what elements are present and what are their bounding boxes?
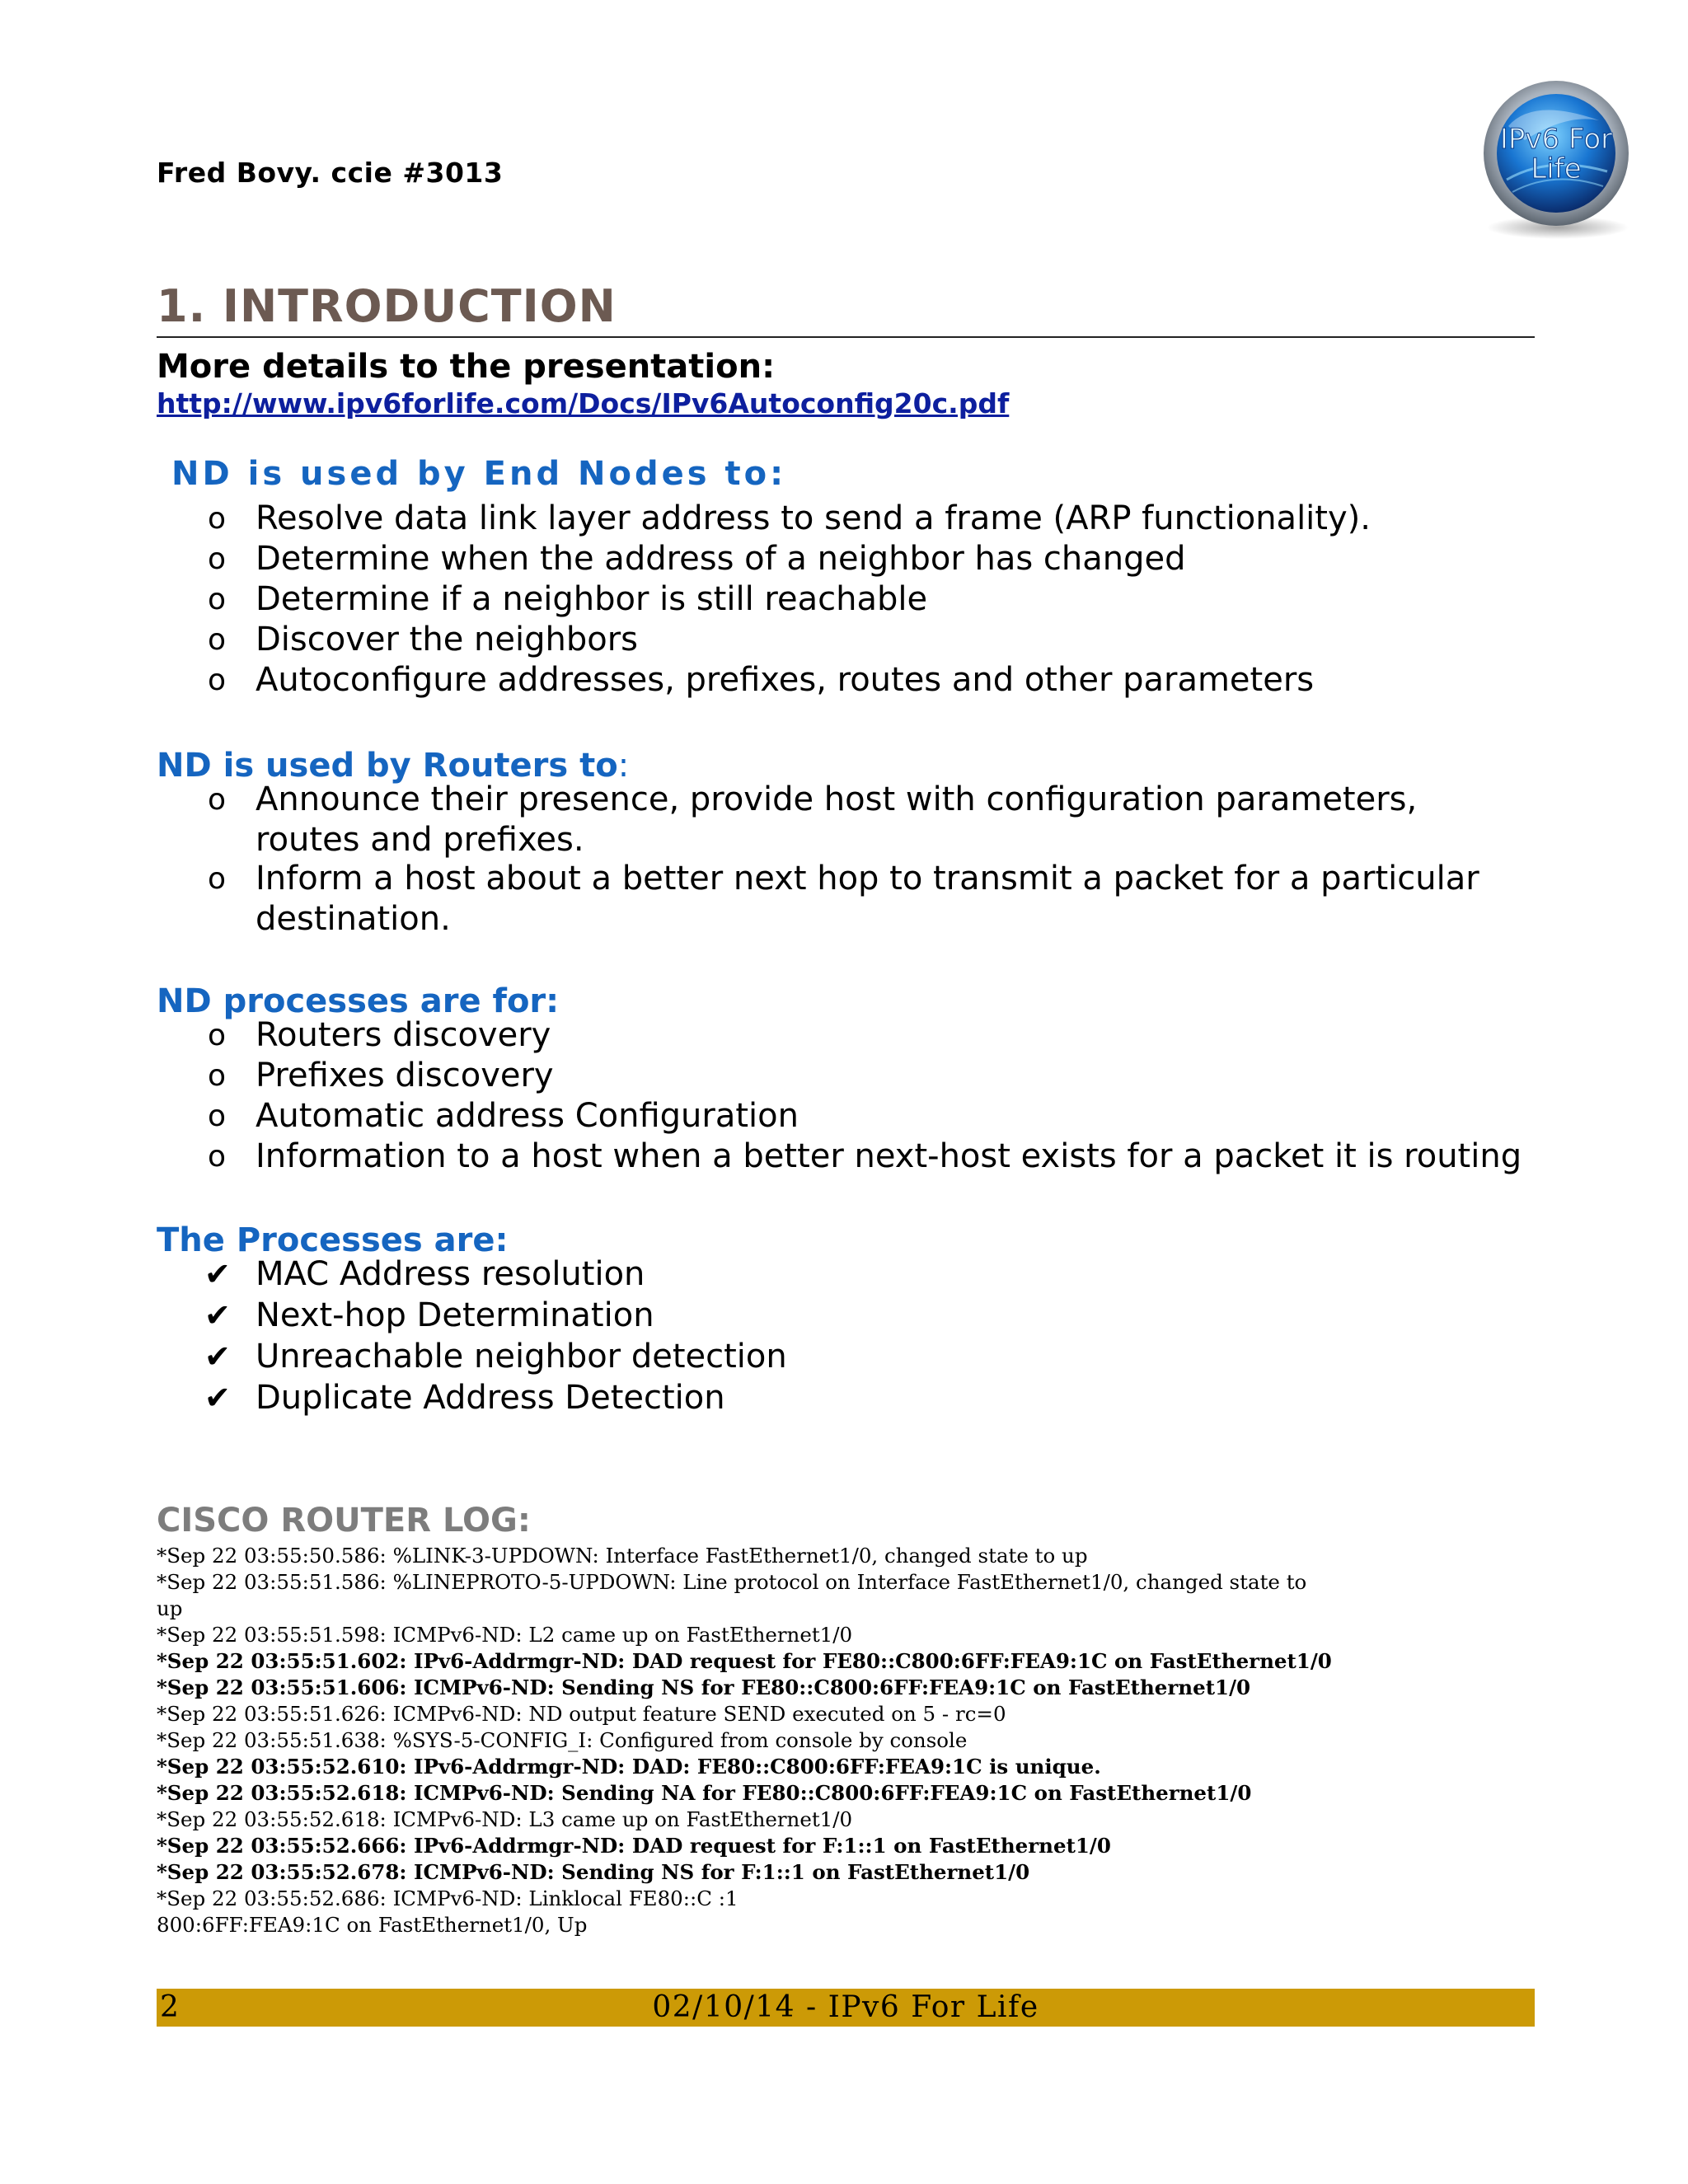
checkmark-icon: ✔	[204, 1380, 231, 1416]
ipv6-for-life-logo-icon	[1475, 81, 1640, 246]
bullet-icon: o	[208, 1099, 227, 1133]
log-line: *Sep 22 03:55:51.638: %SYS-5-CONFIG_I: Configured from console by console	[157, 1728, 968, 1752]
bullet-icon: o	[208, 583, 227, 616]
log-line: up	[157, 1596, 183, 1620]
more-details-label: More details to the presentation:	[157, 348, 776, 386]
checkmark-icon: ✔	[204, 1297, 231, 1333]
router-log	[157, 1543, 1541, 1938]
processes-are-heading: The Processes are:	[157, 1221, 509, 1259]
footer-text: 02/10/14 - IPv6 For Life	[652, 1990, 1039, 2024]
log-line: *Sep 22 03:55:52.618: ICMPv6-ND: Sending NA for FE80::C800:6FF:FEA9:1C on FastEthernet1/0	[157, 1781, 1252, 1805]
log-line: *Sep 22 03:55:51.626: ICMPv6-ND: ND output feature SEND executed on 5 - rc=0	[157, 1702, 1006, 1726]
author-name: Fred Bovy. ccie #3013	[157, 157, 504, 189]
checkmark-icon: ✔	[204, 1338, 231, 1375]
log-line: *Sep 22 03:55:50.586: %LINK-3-UPDOWN: Interface FastEthernet1/0, changed state to up	[157, 1544, 1088, 1568]
log-line: *Sep 22 03:55:52.686: ICMPv6-ND: Linklocal FE80::C :1	[157, 1886, 738, 1910]
bullet-icon: o	[208, 623, 227, 657]
log-line: *Sep 22 03:55:51.606: ICMPv6-ND: Sending NS for FE80::C800:6FF:FEA9:1C on FastEthernet1/0	[157, 1675, 1251, 1699]
log-line: 800:6FF:FEA9:1C on FastEthernet1/0, Up	[157, 1913, 588, 1937]
section-title: 1. INTRODUCTION	[157, 280, 617, 332]
bullet-icon: o	[208, 1140, 227, 1174]
bullet-icon: o	[208, 1019, 227, 1052]
processes-for-heading: ND processes are for:	[157, 982, 560, 1020]
bullet-icon: o	[208, 862, 227, 896]
log-title: CISCO ROUTER LOG:	[157, 1502, 531, 1540]
bullet-icon: o	[208, 542, 227, 576]
log-line: *Sep 22 03:55:51.586: %LINEPROTO-5-UPDOWN: Line protocol on Interface FastEthernet1/0, changed state to	[157, 1570, 1307, 1594]
svg-text:IPv6 For: IPv6 For	[1499, 123, 1613, 156]
log-line: *Sep 22 03:55:52.678: ICMPv6-ND: Sending NS for F:1::1 on FastEthernet1/0	[157, 1860, 1030, 1884]
page-number: 2	[160, 1990, 179, 2024]
log-line: *Sep 22 03:55:52.666: IPv6-Addrmgr-ND: DAD request for F:1::1 on FastEthernet1/0	[157, 1834, 1111, 1858]
bullet-icon: o	[208, 502, 227, 536]
log-line: *Sep 22 03:55:51.602: IPv6-Addrmgr-ND: DAD request for FE80::C800:6FF:FEA9:1C on FastEthernet1/0	[157, 1649, 1332, 1673]
section-divider	[157, 336, 1535, 338]
end-nodes-heading: ND is used by End Nodes to:	[171, 455, 787, 493]
log-line: *Sep 22 03:55:52.610: IPv6-Addrmgr-ND: DAD: FE80::C800:6FF:FEA9:1C is unique.	[157, 1755, 1101, 1779]
svg-text:Life: Life	[1531, 152, 1582, 185]
bullet-icon: o	[208, 783, 227, 817]
log-line: *Sep 22 03:55:52.618: ICMPv6-ND: L3 came up on FastEthernet1/0	[157, 1807, 853, 1831]
bullet-icon: o	[208, 1059, 227, 1093]
presentation-link[interactable]: http://www.ipv6forlife.com/Docs/IPv6Autoconfig20c.pdf	[157, 387, 1010, 419]
log-line: *Sep 22 03:55:51.598: ICMPv6-ND: L2 came up on FastEthernet1/0	[157, 1623, 853, 1647]
bullet-icon: o	[208, 663, 227, 697]
checkmark-icon: ✔	[204, 1256, 231, 1292]
routers-heading: ND is used by Routers to:	[157, 747, 630, 785]
footer-bar	[157, 1989, 1535, 2027]
